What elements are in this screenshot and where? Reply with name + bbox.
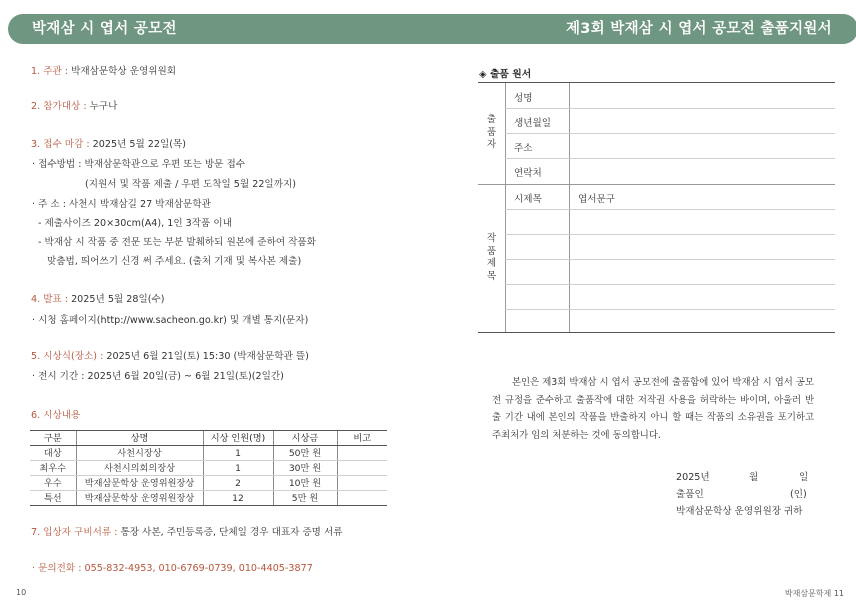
award-cell-note (337, 461, 387, 476)
award-cell-prize: 10만 원 (273, 476, 337, 491)
form-row-line (505, 234, 835, 235)
award-cell-count: 1 (203, 446, 273, 461)
form-divider (569, 83, 570, 332)
method-line-1: · 접수방법 : 박재삼문학관으로 우편 또는 방문 접수 (32, 159, 245, 170)
left-header-banner (8, 14, 434, 44)
work-group-char: 품 (486, 245, 497, 257)
eligibility-label: 2. 참가대상 : (31, 101, 87, 112)
field-name-label: 성명 (514, 93, 533, 104)
form-title: ◈ 출품 원서 (479, 69, 532, 80)
award-cell-name: 사천시장상 (76, 446, 203, 461)
exhibit-line: · 전시 기간 : 2025년 6월 20일(금) ~ 6월 21일(토)(2일간) (32, 371, 284, 382)
award-header-prize: 시상금 (273, 431, 337, 446)
documents-value: 통장 사본, 주민등록증, 단체일 경우 대표자 증명 서류 (117, 527, 343, 538)
form-row-line (505, 108, 835, 109)
applicant-group-char: 출 (486, 114, 497, 125)
award-header-count: 시상 인원(명) (203, 431, 273, 446)
award-table (30, 430, 387, 506)
documents-line (31, 527, 343, 539)
eligibility-value: 누구나 (86, 101, 118, 112)
rule-line-1: - 박재삼 시 작품 중 전문 또는 부분 발췌하되 원본에 준하여 작품화 (38, 237, 316, 248)
award-cell-note (337, 446, 387, 461)
table-row (30, 446, 387, 461)
deadline-label: 3. 접수 마감 : (31, 139, 90, 150)
award-cell-category: 최우수 (30, 461, 76, 476)
award-header-note: 비고 (337, 431, 387, 446)
contact-line: · 문의전화 : 055-832-4953, 010-6769-0739, 010-4405-3877 (32, 563, 313, 574)
award-cell-count: 12 (203, 491, 273, 506)
work-group-label (478, 233, 505, 283)
signature-recipient: 박재삼문학상 운영위원장 귀하 (676, 506, 803, 517)
right-header-title: 제3회 박재삼 시 엽서 공모전 출품지원서 (565, 21, 832, 37)
award-header-category: 구분 (30, 431, 76, 446)
applicant-group-char: 품 (486, 126, 497, 138)
application-form (478, 82, 835, 333)
award-cell-category: 대상 (30, 446, 76, 461)
ceremony-value: 2025년 6월 21일(토) 15:30 (박재삼문학관 뜰) (103, 351, 309, 362)
signature-month: 월 (749, 472, 759, 483)
award-cell-category: 우수 (30, 476, 76, 491)
ceremony-label: 5. 시상식(장소) : (31, 351, 104, 362)
applicant-group-char: 자 (486, 139, 497, 150)
field-postcard-text-label: 엽서문구 (578, 194, 616, 205)
table-row (30, 491, 387, 506)
award-cell-prize: 5만 원 (273, 491, 337, 506)
announce-detail-line: · 시청 홈페이지(http://www.sacheon.go.kr) 및 개별 통지(문자) (32, 315, 309, 326)
eligibility-line (31, 101, 117, 113)
table-row (30, 476, 387, 491)
form-divider (505, 83, 506, 332)
documents-label: 7. 입상자 구비서류 : (31, 527, 118, 538)
award-cell-category: 특선 (30, 491, 76, 506)
form-row-line (505, 158, 835, 159)
organizer-value: 박재삼문학상 운영위원회 (68, 66, 177, 77)
work-group-char: 제 (486, 258, 497, 269)
announce-line (31, 294, 164, 306)
award-cell-count: 1 (203, 461, 273, 476)
table-row (30, 461, 387, 476)
announce-label: 4. 발표 : (31, 294, 69, 305)
form-row-line (505, 259, 835, 260)
form-row-line (505, 309, 835, 310)
consent-statement: 본인은 제3회 박재삼 시 엽서 공모전에 출품함에 있어 박재삼 시 엽서 공모전 규정을 준수하고 출품작에 대한 저작권 사용을 허락하는 바이며, 아울러 반출 기간 내에 본인의 작품을 반출하지 아니 할 때는 작품의 소유권을 포기하고 주최처가 임의 처분하는 것에 동의합니다. (492, 377, 814, 441)
right-header-banner (428, 14, 856, 44)
work-group-char: 작 (486, 233, 497, 244)
deadline-line (31, 139, 186, 151)
size-line: - 제출사이즈 20×30cm(A4), 1인 3작품 이내 (38, 218, 232, 229)
right-page-number: 박재삼문학제 11 (784, 589, 844, 598)
organizer-line (31, 66, 176, 78)
announce-value: 2025년 5월 28일(수) (68, 294, 165, 305)
award-cell-note (337, 476, 387, 491)
field-birth-label: 생년월일 (514, 118, 552, 129)
field-contact-label: 연락처 (514, 168, 542, 179)
organizer-label: 1. 주관 : (31, 66, 69, 77)
left-header-title: 박재삼 시 엽서 공모전 (32, 21, 177, 37)
award-header-name: 상명 (76, 431, 203, 446)
award-cell-name: 박재삼문학상 운영위원장상 (76, 491, 203, 506)
signature-year: 2025년 (676, 472, 710, 483)
form-section-line (478, 184, 835, 185)
rule-line-2: 맞춤법, 띄어쓰기 신경 써 주세요. (출처 기재 및 복사본 제출) (47, 256, 302, 267)
applicant-group-label (478, 114, 505, 152)
address-line: · 주 소 : 사천시 박재삼길 27 박재삼문학관 (32, 199, 211, 210)
method-line-2: (지원서 및 작품 제출 / 우편 도착일 5월 22일까지) (85, 179, 296, 190)
signature-seal: (인) (790, 489, 807, 500)
form-row-line (505, 133, 835, 134)
award-cell-name: 박재삼문학상 운영위원장상 (76, 476, 203, 491)
field-poem-title-label: 시제목 (514, 194, 542, 205)
work-group-char: 목 (486, 270, 497, 282)
award-cell-prize: 50만 원 (273, 446, 337, 461)
award-cell-prize: 30만 원 (273, 461, 337, 476)
award-cell-note (337, 491, 387, 506)
form-row-line (505, 209, 835, 210)
deadline-value: 2025년 5월 22일(목) (89, 139, 187, 150)
signature-day: 일 (799, 472, 809, 483)
award-table-header-row (30, 431, 387, 446)
award-cell-name: 사천시의회의장상 (76, 461, 203, 476)
ceremony-line (31, 351, 309, 363)
field-address-label: 주소 (514, 143, 533, 154)
signature-applicant-label: 출품인 (676, 489, 704, 500)
form-row-line (505, 284, 835, 285)
award-title: 6. 시상내용 (31, 410, 81, 421)
left-page-number: 10 (16, 588, 27, 597)
award-cell-count: 2 (203, 476, 273, 491)
